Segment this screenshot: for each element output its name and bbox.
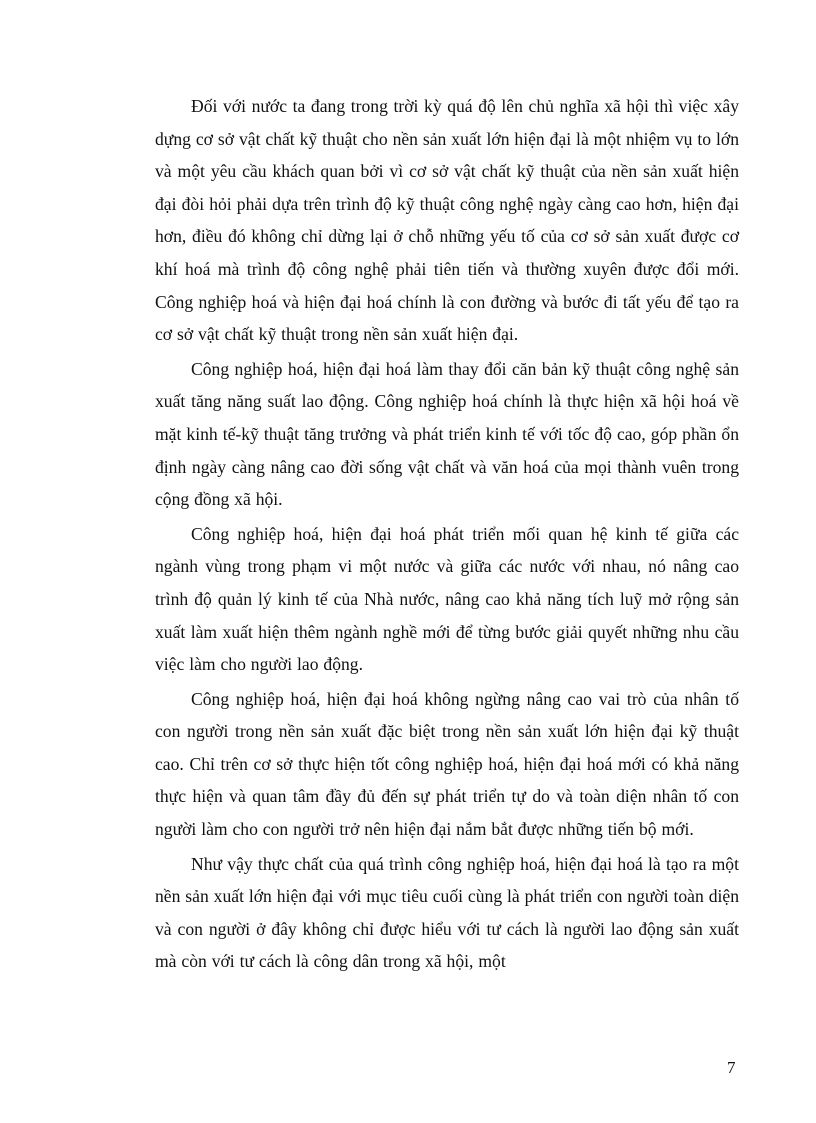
body-text xyxy=(155,90,739,980)
paragraph-4: Công nghiệp hoá, hiện đại hoá không ngừng nâng cao vai trò của nhân tố con người trong nền sản xuất đặc biệt trong nền sản xuất lớn hiện đại kỹ thuật cao. Chỉ trên cơ sở thực hiện tốt công nghiệp hoá, hiện đại hoá mới có khả năng thực hiện và quan tâm đầy đủ đến sự phát triển tự do và toàn diện nhân tố con người làm cho con người trở nên hiện đại nắm bắt được những tiến bộ mới. xyxy=(155,688,739,840)
paragraph-1: Đối với nước ta đang trong trời kỳ quá độ lên chủ nghĩa xã hội thì việc xây dựng cơ sở vật chất kỹ thuật cho nền sản xuất lớn hiện đại là một nhiệm vụ to lớn và một yêu cầu khách quan bởi vì cơ sở vật chất kỹ thuật của nền sản xuất hiện đại đòi hỏi phải dựa trên trình độ kỹ thuật công nghệ ngày càng cao hơn, hiện đại hơn, điều đó không chỉ dừng lại ở chỗ những yếu tố của cơ sở sản xuất được cơ khí hoá mà trình độ công nghệ phải tiên tiến và thường xuyên được đổi mới. Công nghiệp hoá và hiện đại hoá chính là con đường và bước đi tất yếu để tạo ra cơ sở vật chất kỹ thuật trong nền sản xuất hiện đại. xyxy=(155,96,739,345)
paragraph-5: Như vậy thực chất của quá trình công nghiệp hoá, hiện đại hoá là tạo ra một nền sản xuất lớn hiện đại với mục tiêu cuối cùng là phát triển con người toàn diện và con người ở đây không chỉ được hiểu với tư cách là người lao động sản xuất mà còn với tư cách là công dân trong xã hội, một xyxy=(155,853,739,972)
paragraph-3: Công nghiệp hoá, hiện đại hoá phát triển mối quan hệ kinh tế giữa các ngành vùng trong phạm vi một nước và giữa các nước với nhau, nó nâng cao trình độ quản lý kinh tế của Nhà nước, nâng cao khả năng tích luỹ mở rộng sản xuất làm xuất hiện thêm ngành nghề mới để từng bước giải quyết những nhu cầu việc làm cho người lao động. xyxy=(155,523,739,675)
page-number: 7 xyxy=(727,1058,736,1077)
paragraph-2: Công nghiệp hoá, hiện đại hoá làm thay đổi căn bản kỹ thuật công nghệ sản xuất tăng năng suất lao động. Công nghiệp hoá chính là thực hiện xã hội hoá về mặt kinh tế-kỹ thuật tăng trưởng và phát triển kinh tế với tốc độ cao, góp phần ổn định ngày càng nâng cao đời sống vật chất và văn hoá của mọi thành vuên trong cộng đồng xã hội. xyxy=(155,358,739,510)
